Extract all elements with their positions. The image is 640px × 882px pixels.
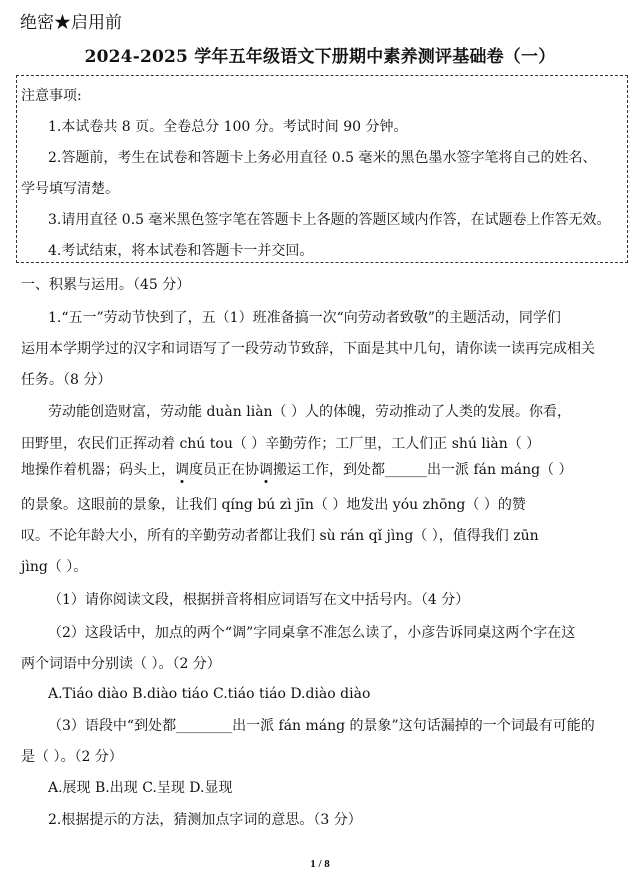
page-number: 1 / 8: [310, 858, 330, 870]
notice-item-4: 4.考试结束，将本试卷和答题卡一并交回。: [48, 243, 314, 259]
passage-line-3-part-b: 度员正在协: [189, 462, 259, 478]
passage-line-1: 劳动能创造财富，劳动能 duàn liàn（ ）人的体魄，劳动推动了人类的发展。你看，: [48, 404, 572, 420]
notice-heading: 注意事项:: [21, 88, 82, 104]
passage-line-3-part-c: 搬运工作，到处都______出一派 fán máng（ ）: [273, 462, 573, 478]
sub-question-2-line-1: （2）这段话中，加点的两个“调”字同桌拿不准怎么读了，小彦告诉同桌这两个字在这: [48, 625, 576, 641]
secret-mark: 绝密★启用前: [20, 13, 122, 33]
sub-question-3-line-1: （3）语段中“到处都________出一派 fán máng 的景象”这句话漏掉的一个词最有可能的: [48, 718, 595, 734]
q1-line-1: 1.“五一”劳动节快到了，五（1）班准备搞一次“向劳动者致敬”的主题活动，同学们: [48, 310, 561, 326]
q1-line-3: 任务。（8 分）: [21, 372, 112, 388]
sub-question-1: （1）请你阅读文段，根据拼音将相应词语写在文中括号内。（4 分）: [48, 592, 470, 608]
notice-box: [16, 75, 628, 263]
notice-item-1: 1.本试卷共 8 页。全卷总分 100 分。考试时间 90 分钟。: [48, 119, 408, 135]
dotted-char-tiao-1: 调: [175, 462, 189, 478]
passage-line-4: 的景象。这眼前的景象，让我们 qíng bú zì jīn（ ）地发出 yóu zhōng（ ）的赞: [21, 497, 526, 513]
passage-line-5: 叹。不论年龄大小，所有的辛勤劳动者都让我们 sù rán qǐ jìng（ ），值得我们 zūn: [21, 528, 539, 544]
section-heading: 一、积累与运用。（45 分）: [21, 277, 191, 293]
passage-line-2: 田野里，农民们正挥动着 chú tou（ ）辛勤劳作；工厂里，工人们正 shú liàn（ ）: [21, 436, 541, 452]
passage-line-3: [21, 462, 573, 478]
notice-item-2-line-2: 学号填写清楚。: [21, 181, 119, 197]
sub-question-2-line-2: 两个词语中分别读（ ）。（2 分）: [21, 656, 221, 672]
passage-line-6: jìng（ ）。: [21, 559, 88, 575]
notice-item-2-line-1: 2.答题前，考生在试卷和答题卡上务必用直径 0.5 毫米的黑色墨水签字笔将自己的姓名、: [48, 150, 597, 166]
sub-question-3-options: A.展现 B.出现 C.呈现 D.显现: [48, 780, 233, 796]
dotted-char-tiao-2: 调: [259, 462, 273, 478]
notice-item-3: 3.请用直径 0.5 毫米黑色签字笔在答题卡上各题的答题区域内作答，在试题卷上作答无效。: [48, 212, 611, 228]
passage-line-3-part-a: 地操作着机器；码头上，: [21, 462, 175, 478]
sub-question-3-line-2: 是（ ）。（2 分）: [21, 749, 123, 765]
sub-question-2-options: A.Tiáo diào B.diào tiáo C.tiáo tiáo D.diào diào: [48, 686, 371, 702]
question-2: 2.根据提示的方法，猜测加点字词的意思。（3 分）: [48, 812, 362, 828]
q1-line-2: 运用本学期学过的汉字和词语写了一段劳动节致辞，下面是其中几句，请你读一读再完成相关: [21, 341, 595, 357]
exam-title: 2024-2025 学年五年级语文下册期中素养测评基础卷（一）: [84, 47, 556, 67]
